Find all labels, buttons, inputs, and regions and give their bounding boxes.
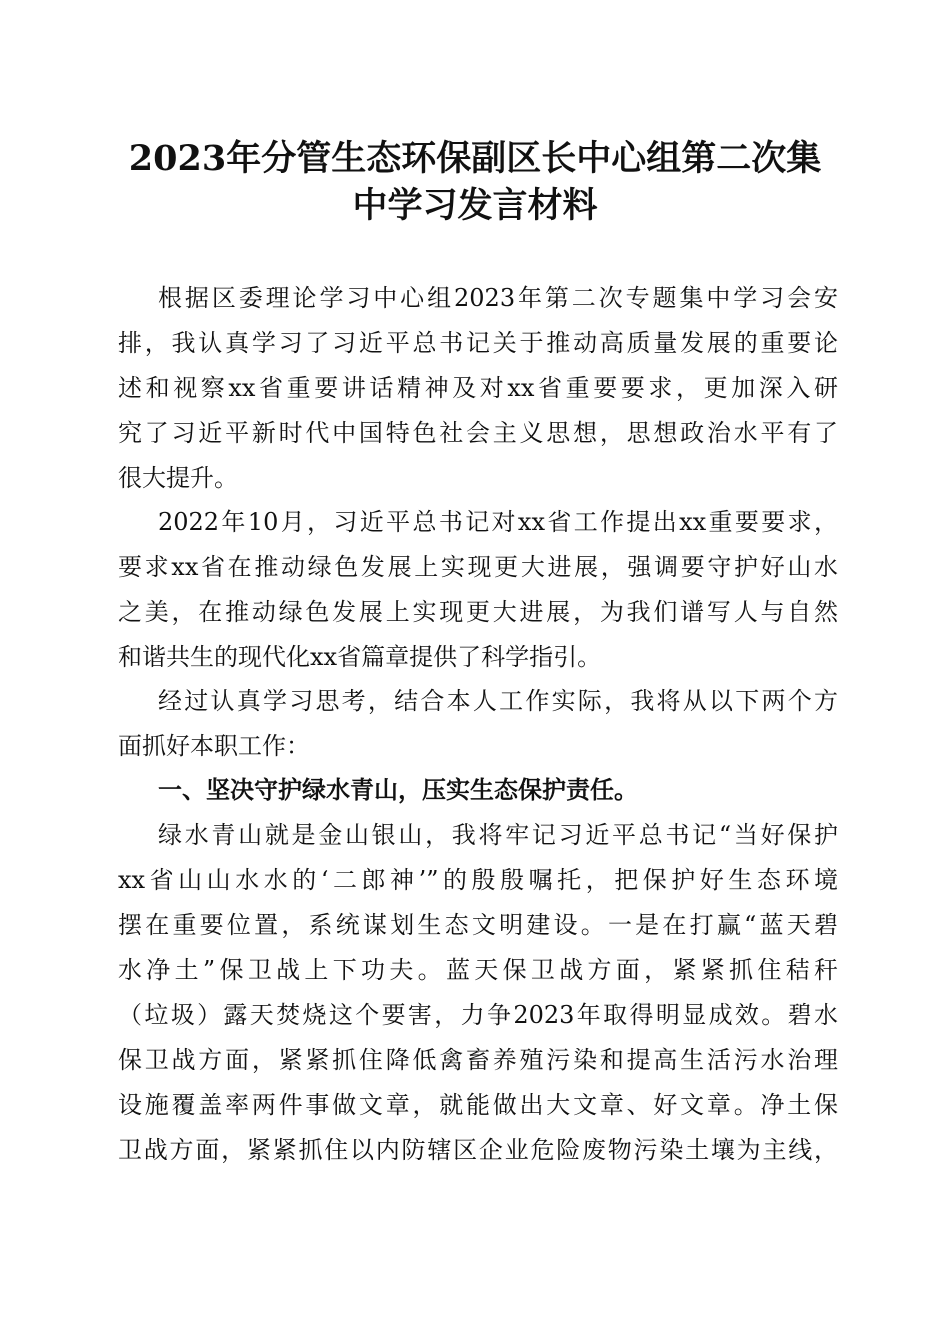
paragraph-2-line-1: 2022年10月，习近平总书记对xx省工作提出xx重要要求，	[158, 508, 838, 536]
paragraph-1-line-4: 究了习近平新时代中国特色社会主义思想，思想政治水平有了	[118, 419, 838, 447]
paragraph-4-line-3: 摆在重要位置，系统谋划生态文明建设。一是在打赢“蓝天碧	[118, 911, 838, 939]
paragraph-2-line-4: 和谐共生的现代化xx省篇章提供了科学指引。	[118, 643, 602, 671]
paragraph-1-line-5: 很大提升。	[118, 464, 238, 492]
paragraph-2-line-2: 要求xx省在推动绿色发展上实现更大进展，强调要守护好山水	[118, 553, 838, 581]
paragraph-1-line-3: 述和视察xx省重要讲话精神及对xx省重要要求，更加深入研	[118, 374, 838, 402]
document-title-line-1: 2023年分管生态环保副区长中心组第二次集	[128, 138, 822, 179]
paragraph-1-line-2: 排，我认真学习了习近平总书记关于推动高质量发展的重要论	[118, 329, 838, 357]
paragraph-4-line-8: 卫战方面，紧紧抓住以内防辖区企业危险废物污染土壤为主线，	[118, 1136, 838, 1164]
paragraph-3-line-1: 经过认真学习思考，结合本人工作实际，我将从以下两个方	[158, 687, 838, 715]
paragraph-4-line-5: （垃圾）露天焚烧这个要害，力争2023年取得明显成效。碧水	[118, 1001, 838, 1029]
paragraph-4-line-7: 设施覆盖率两件事做文章，就能做出大文章、好文章。净土保	[118, 1091, 838, 1119]
paragraph-3-line-2: 面抓好本职工作：	[118, 732, 310, 760]
section-heading-1: 一、坚决守护绿水青山，压实生态保护责任。	[158, 776, 638, 804]
paragraph-4-line-2: xx省山山水水的‘二郎神’”的殷殷嘱托，把保护好生态环境	[118, 866, 838, 894]
paragraph-2-line-3: 之美，在推动绿色发展上实现更大进展，为我们谱写人与自然	[118, 598, 838, 626]
paragraph-1-line-1: 根据区委理论学习中心组2023年第二次专题集中学习会安	[158, 284, 838, 312]
paragraph-4-line-1: 绿水青山就是金山银山，我将牢记习近平总书记“当好保护	[158, 821, 838, 849]
document-title-line-2: 中学习发言材料	[352, 185, 598, 226]
paragraph-4-line-4: 水净土”保卫战上下功夫。蓝天保卫战方面，紧紧抓住秸秆	[118, 956, 838, 984]
paragraph-4-line-6: 保卫战方面，紧紧抓住降低禽畜养殖污染和提高生活污水治理	[118, 1046, 838, 1074]
